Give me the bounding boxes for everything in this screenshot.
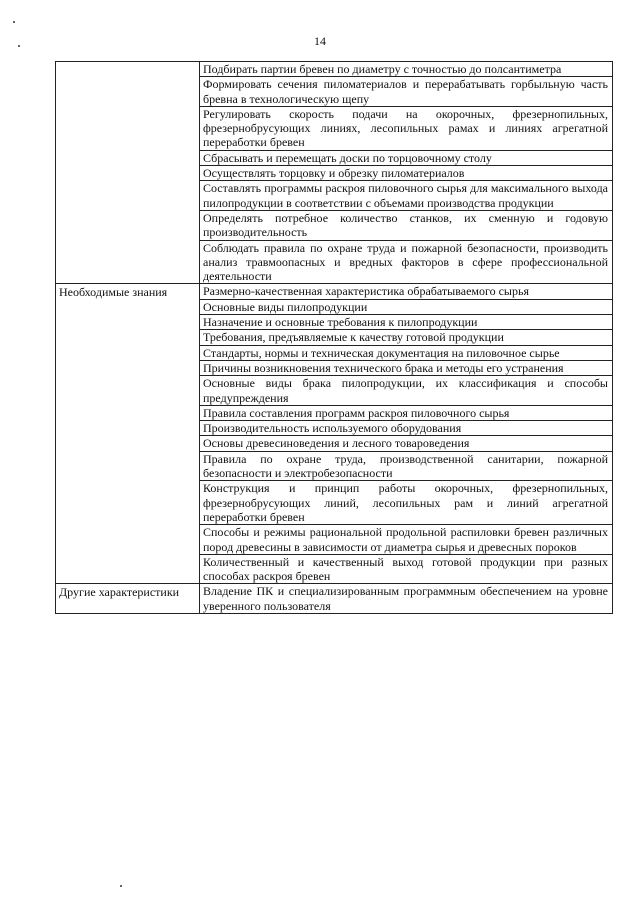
requirement-item: Причины возникновения технического брака и методы его устранения	[200, 360, 613, 375]
scan-speck	[120, 885, 122, 887]
requirements-table-body	[56, 62, 613, 614]
requirement-item: Конструкция и принцип работы окорочных, фрезернопильных, фрезернобрусующих линий, лесопильных рам и линий агрегатной переработки бревен	[200, 481, 613, 525]
requirement-item: Соблюдать правила по охране труда и пожарной безопасности, производить анализ травмоопасных и вредных факторов в сфере профессиональной деятельности	[200, 240, 613, 284]
requirement-item: Сбрасывать и перемещать доски по торцовочному столу	[200, 150, 613, 165]
requirements-table	[55, 61, 613, 614]
requirement-item: Назначение и основные требования к пилопродукции	[200, 315, 613, 330]
requirement-item: Основы древесиноведения и лесного товароведения	[200, 436, 613, 451]
page-number: 14	[314, 34, 326, 48]
requirement-item: Правила по охране труда, производственной санитарии, пожарной безопасности и электробезопасности	[200, 451, 613, 481]
requirement-item: Стандарты, нормы и техническая документация на пиловочное сырье	[200, 345, 613, 360]
section-heading: Необходимые знания	[56, 284, 200, 584]
requirement-item: Подбирать партии бревен по диаметру с точностью до полсантиметра	[200, 62, 613, 77]
requirement-item: Регулировать скорость подачи на окорочных, фрезернопильных, фрезернобрусующих линиях, лесопильных рамах и линиях агрегатной переработки бревен	[200, 106, 613, 150]
table-row	[56, 584, 613, 614]
requirement-item: Количественный и качественный выход готовой продукции при разных способах раскроя бревен	[200, 554, 613, 584]
requirement-item: Определять потребное количество станков, их сменную и годовую производительность	[200, 210, 613, 240]
section-heading: Другие характеристики	[56, 584, 200, 614]
requirement-item: Правила составления программ раскроя пиловочного сырья	[200, 405, 613, 420]
table-row	[56, 284, 613, 299]
requirement-item: Формировать сечения пиломатериалов и перерабатывать горбыльную часть бревна в технологическую щепу	[200, 77, 613, 107]
requirement-item: Осуществлять торцовку и обрезку пиломатериалов	[200, 166, 613, 181]
requirement-item: Основные виды пилопродукции	[200, 299, 613, 314]
requirement-item: Составлять программы раскроя пиловочного сырья для максимального выхода пилопродукции в соответствии с объемами производства продукции	[200, 181, 613, 211]
scan-speck	[18, 45, 20, 47]
scan-speck	[13, 21, 15, 23]
requirement-item: Требования, предъявляемые к качеству готовой продукции	[200, 330, 613, 345]
requirement-item: Размерно-качественная характеристика обрабатываемого сырья	[200, 284, 613, 299]
requirement-item: Способы и режимы рациональной продольной распиловки бревен различных пород древесины в зависимости от диаметра сырья и древесных пороков	[200, 525, 613, 555]
table-row	[56, 62, 613, 77]
requirement-item: Производительность используемого оборудования	[200, 421, 613, 436]
requirement-item: Владение ПК и специализированным программным обеспечением на уровне уверенного пользователя	[200, 584, 613, 614]
requirement-item: Основные виды брака пилопродукции, их классификация и способы предупреждения	[200, 376, 613, 406]
section-heading	[56, 62, 200, 284]
